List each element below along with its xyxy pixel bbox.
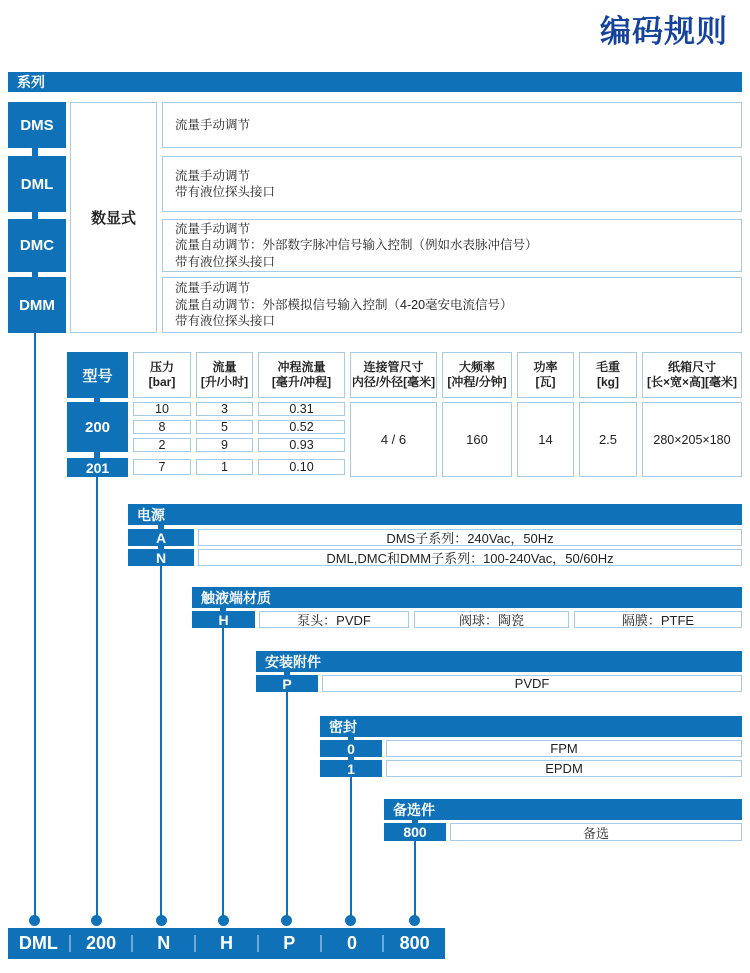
option-desc-800: 备选 — [450, 823, 742, 841]
col-header-weight — [579, 352, 637, 398]
series-desc-dms — [162, 102, 742, 148]
code-segment-material: H — [220, 933, 234, 953]
power-section-bar — [128, 504, 742, 525]
table-cell: 0.52 — [258, 420, 345, 434]
code-segment-option: 800 — [399, 933, 430, 953]
connector-dot — [218, 915, 229, 926]
col-title: 毛重 — [595, 360, 620, 374]
model-table-corner: 型号 — [67, 352, 128, 398]
table-cell: 5 — [196, 420, 253, 434]
option-section-bar — [384, 799, 742, 820]
col-title: 功率 — [533, 360, 558, 374]
code-segment-model: 200 — [86, 933, 117, 953]
series-code-dmc: DMC — [8, 219, 66, 272]
material-part-valve-ball: 阀球：陶瓷 — [414, 611, 569, 628]
code-segment-seal: 0 — [346, 933, 357, 953]
col-unit: [长×宽×高][毫米] — [646, 375, 737, 389]
power-code-a: A — [128, 529, 194, 546]
shared-cell-max-frequency: 160 — [442, 402, 512, 477]
connector-notch — [32, 272, 38, 277]
material-section-label: 触液端材质 — [201, 589, 271, 606]
seal-section-bar — [320, 716, 742, 737]
shared-cell-pipe-size: 4 / 6 — [350, 402, 437, 477]
series-group-box: 数显式 — [70, 102, 157, 333]
col-title: 冲程流量 — [277, 360, 326, 374]
code-segment-mounting: P — [283, 933, 296, 953]
desc-line: 流量自动调节：外部数字脉冲信号输入控制（例如水表脉冲信号） — [175, 238, 538, 253]
desc-line: 带有液位探头接口 — [175, 254, 276, 269]
shared-cell-weight: 2.5 — [579, 402, 637, 477]
col-header-pipe-size — [350, 352, 437, 398]
material-part-pump-head: 泵头：PVDF — [259, 611, 409, 628]
col-title: 纸箱尺寸 — [667, 360, 716, 374]
col-unit: [冲程/分钟] — [447, 375, 507, 389]
mounting-code-p: P — [256, 675, 318, 692]
series-code-dml: DML — [8, 156, 66, 212]
power-code-n: N — [128, 549, 194, 566]
col-unit: 内径/外径[毫米] — [351, 375, 436, 389]
table-cell: 2 — [133, 438, 191, 452]
connector-line-seal — [350, 777, 352, 916]
desc-line: 流量自动调节：外部模拟信号输入控制（4-20毫安电流信号） — [175, 297, 513, 312]
connector-line-material — [222, 628, 224, 916]
col-unit: [kg] — [597, 375, 619, 389]
connector-dot — [345, 915, 356, 926]
connector-dot — [91, 915, 102, 926]
connector-line-model — [96, 477, 98, 916]
connector-notch — [32, 148, 38, 156]
col-unit: [bar] — [148, 375, 176, 389]
connector-line-power — [160, 566, 162, 916]
series-code-dms: DMS — [8, 102, 66, 148]
connector-dot — [29, 915, 40, 926]
connector-dot — [409, 915, 420, 926]
series-desc-dmc — [162, 219, 742, 272]
desc-line: 带有液位探头接口 — [175, 185, 276, 199]
connector-notch — [32, 212, 38, 219]
table-cell: 3 — [196, 402, 253, 416]
series-desc-dmm — [162, 277, 742, 333]
col-header-pressure — [133, 352, 191, 398]
desc-line: 流量手动调节 — [175, 281, 251, 296]
table-cell: 7 — [133, 459, 191, 475]
mounting-desc-p: PVDF — [322, 675, 742, 692]
code-segment-series: DML — [18, 933, 58, 953]
material-part-diaphragm: 隔膜：PTFE — [574, 611, 742, 628]
series-section-bar — [8, 72, 742, 92]
table-cell: 1 — [196, 459, 253, 475]
material-section-bar — [192, 587, 742, 608]
series-code-dmm: DMM — [8, 277, 66, 333]
shared-cell-carton: 280×205×180 — [642, 402, 742, 477]
seal-desc-1: EPDM — [386, 760, 742, 777]
col-header-stroke-volume — [258, 352, 345, 398]
col-title: 大频率 — [458, 360, 495, 374]
seal-code-0: 0 — [320, 740, 382, 757]
model-code-201: 201 — [67, 458, 128, 477]
option-section-label: 备选件 — [393, 801, 435, 818]
col-unit: [瓦] — [535, 375, 556, 389]
desc-line: 流量手动调节 — [175, 117, 251, 132]
col-header-max-frequency — [442, 352, 512, 398]
power-desc-a: DMS子系列：240Vac，50Hz — [198, 529, 742, 546]
desc-line: 流量手动调节 — [175, 221, 251, 236]
connector-line-option — [414, 841, 416, 916]
col-unit: [升/小时] — [200, 375, 249, 389]
order-code-bar — [8, 928, 445, 959]
mounting-section-bar — [256, 651, 742, 672]
seal-section-label: 密封 — [329, 718, 357, 735]
option-code-800: 800 — [384, 823, 446, 841]
connector-line-mounting — [286, 692, 288, 916]
col-title: 流量 — [212, 360, 237, 374]
shared-cell-power: 14 — [517, 402, 574, 477]
mounting-section-label: 安装附件 — [265, 653, 321, 670]
col-header-carton — [642, 352, 742, 398]
table-cell: 10 — [133, 402, 191, 416]
seal-code-1: 1 — [320, 760, 382, 777]
power-desc-n: DML,DMC和DMM子系列：100-240Vac，50/60Hz — [198, 549, 742, 566]
seal-desc-0: FPM — [386, 740, 742, 757]
page-title: 编码规则 — [600, 14, 728, 49]
connector-dot — [156, 915, 167, 926]
series-section-label: 系列 — [17, 74, 45, 90]
connector-line-series — [34, 333, 36, 916]
col-header-power — [517, 352, 574, 398]
col-unit: [毫升/冲程] — [271, 375, 332, 389]
desc-line: 流量手动调节 — [175, 168, 251, 183]
table-cell: 0.10 — [258, 459, 345, 475]
model-code-200: 200 — [67, 402, 128, 452]
desc-line: 带有液位探头接口 — [175, 314, 276, 329]
col-title: 连接管尺寸 — [363, 360, 424, 374]
table-cell: 0.31 — [258, 402, 345, 416]
code-segment-power: N — [157, 933, 171, 953]
col-title: 压力 — [149, 360, 174, 374]
material-code-h: H — [192, 611, 255, 628]
connector-dot — [281, 915, 292, 926]
power-section-label: 电源 — [137, 506, 165, 523]
col-header-flow — [196, 352, 253, 398]
table-cell: 9 — [196, 438, 253, 452]
table-cell: 0.93 — [258, 438, 345, 452]
table-cell: 8 — [133, 420, 191, 434]
series-desc-dml — [162, 156, 742, 212]
